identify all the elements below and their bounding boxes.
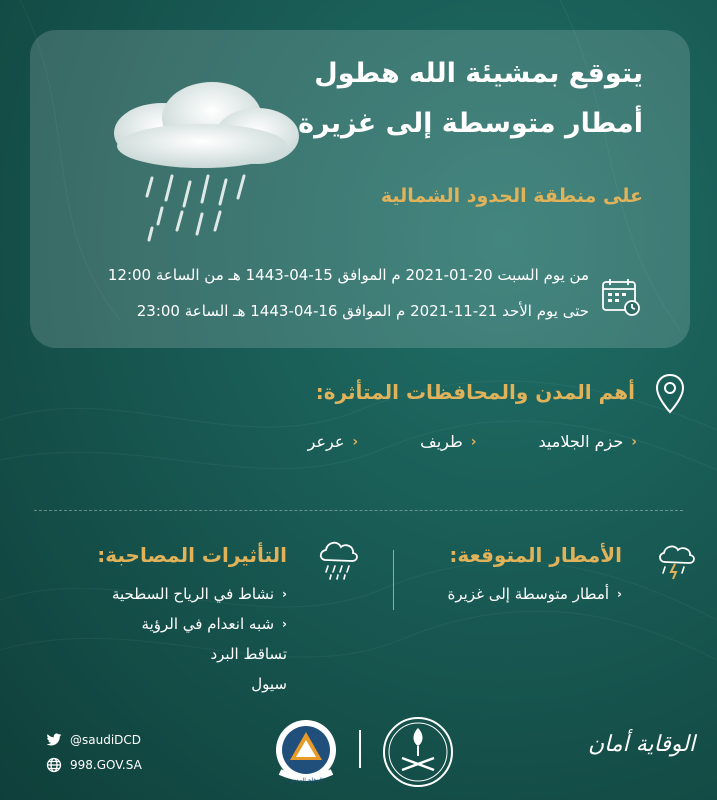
column-divider xyxy=(393,550,394,610)
alert-title-line2: أمطار متوسطة إلى غزيرة xyxy=(298,108,643,139)
civil-defense-logo-text: الدفاع المدني xyxy=(289,777,323,784)
cities-list xyxy=(308,432,637,451)
alert-title-line1: يتوقع بمشيئة الله هطول xyxy=(314,58,643,89)
expected-rain-title: الأمطار المتوقعة: xyxy=(449,543,622,567)
cloud-rain-icon xyxy=(92,78,312,248)
city-item: ‹ حزم الجلاميد xyxy=(538,432,637,451)
rain-cloud-icon xyxy=(316,536,362,582)
region-label: على منطقة الحدود الشمالية xyxy=(380,185,643,207)
date-to: حتى يوم الأحد 21-11-2021 م الموافق 16-04-1443 هـ الساعة 23:00 xyxy=(136,302,589,320)
chevron-icon: ‹ xyxy=(470,433,477,450)
date-from: من يوم السبت 20-01-2021 م الموافق 15-04-1443 هـ من الساعة 12:00 xyxy=(107,266,589,284)
website-link[interactable]: 998.GOV.SA xyxy=(46,757,142,773)
expected-rain-section xyxy=(448,543,622,615)
social-links xyxy=(46,733,142,783)
twitter-link[interactable]: @saudiDCD xyxy=(46,733,142,747)
list-item: ‹ نشاط في الرياح السطحية xyxy=(111,585,287,603)
list-item: ‹ شبه انعدام في الرؤية xyxy=(141,615,287,633)
associated-effects-title: التأثيرات المصاحبة: xyxy=(97,543,287,567)
affected-cities-title: أهم المدن والمحافظات المتأثرة: xyxy=(315,380,635,404)
chevron-icon: ‹ xyxy=(631,433,637,450)
saudi-emblem-logo xyxy=(378,712,458,792)
chevron-icon: ‹ xyxy=(617,587,622,601)
city-item: ‹ عرعر xyxy=(307,432,359,451)
chevron-icon: ‹ xyxy=(282,587,287,601)
list-item: ‹ أمطار متوسطة إلى غزيرة xyxy=(447,585,622,603)
slogan-calligraphy: الوقاية أمان xyxy=(588,732,696,757)
section-divider xyxy=(34,510,683,511)
list-item: تساقط البرد xyxy=(210,645,287,663)
list-item: سيول xyxy=(251,675,287,693)
city-item: ‹ طريف xyxy=(420,432,477,451)
civil-defense-logo xyxy=(266,712,346,792)
calendar-icon xyxy=(600,276,642,318)
chevron-icon: ‹ xyxy=(282,617,287,631)
associated-effects-section xyxy=(97,543,287,705)
twitter-icon xyxy=(46,733,62,747)
globe-icon xyxy=(46,757,62,773)
storm-cloud-icon xyxy=(655,540,699,580)
location-pin-icon xyxy=(654,373,686,415)
chevron-icon: ‹ xyxy=(352,433,359,450)
logo-separator xyxy=(359,730,361,768)
